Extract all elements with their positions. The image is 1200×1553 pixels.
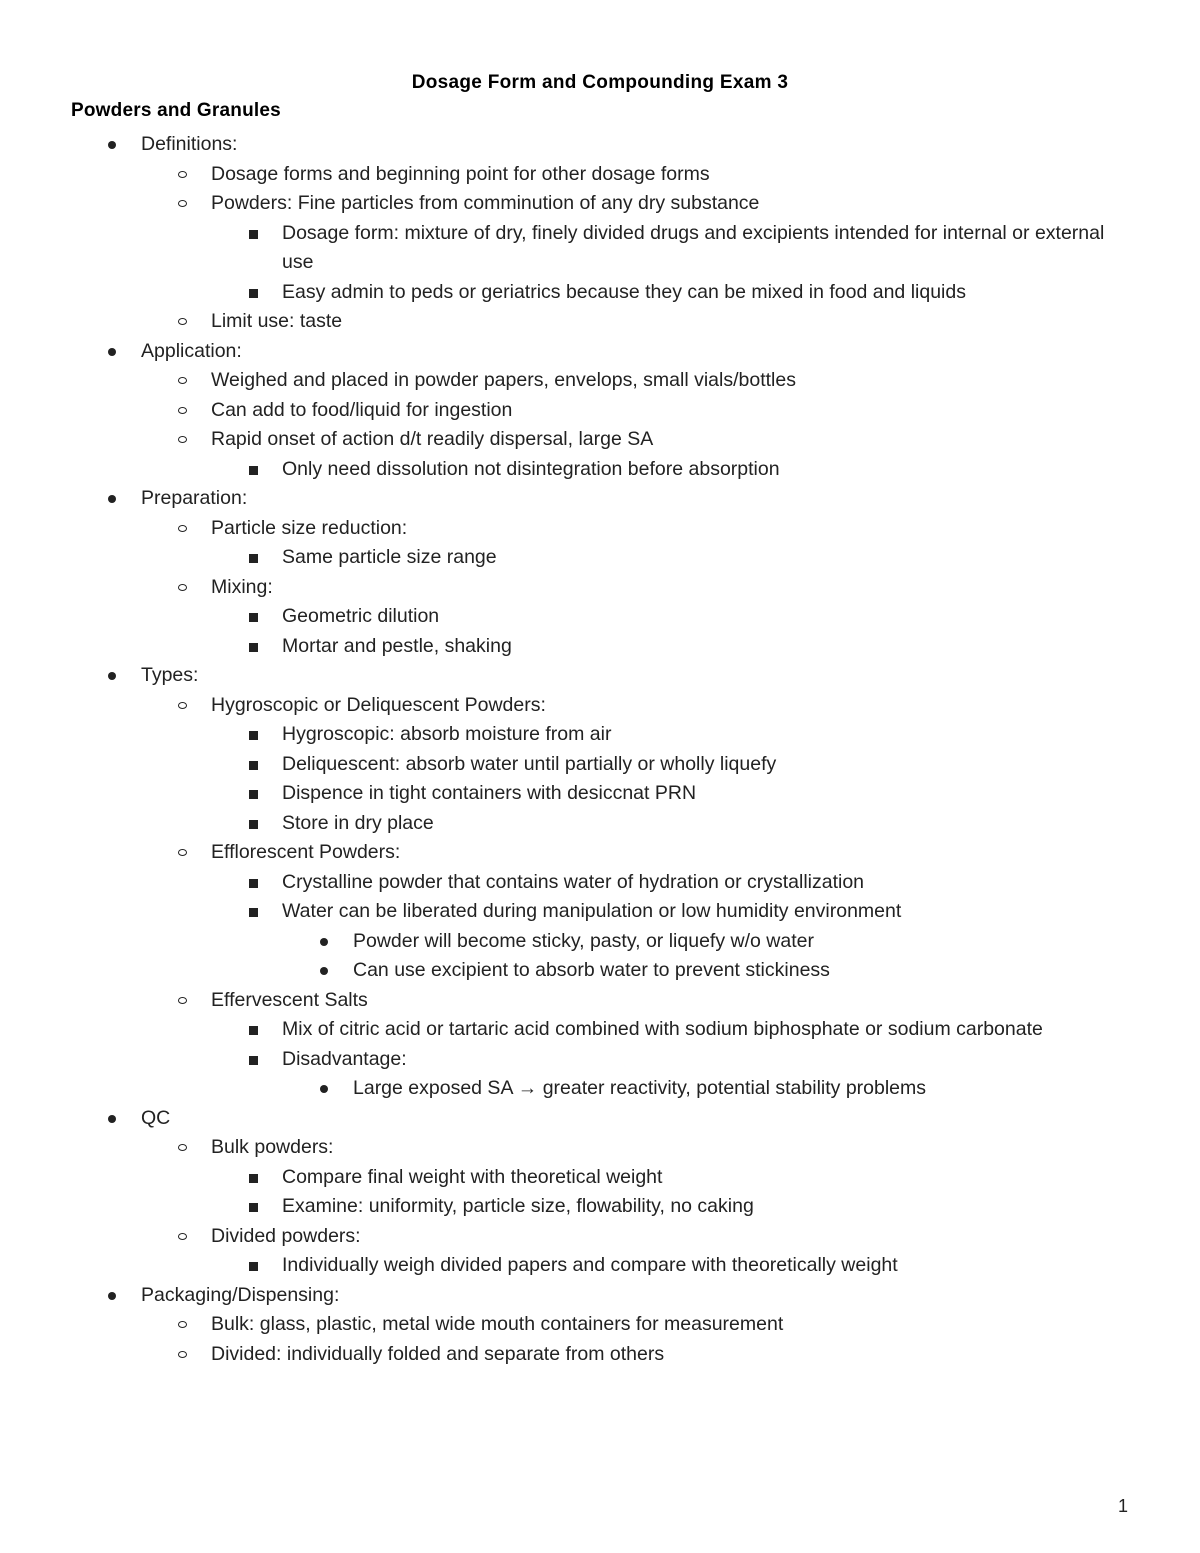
list-item-level-4: [0, 1074, 1200, 1104]
circle-bullet-icon: [178, 407, 187, 414]
list-item-text: Can add to food/liquid for ingestion: [211, 398, 513, 421]
list-item-text: Mixing:: [211, 575, 273, 598]
list-item-text: Packaging/Dispensing:: [141, 1283, 340, 1306]
list-item-text: Only need dissolution not disintegration before absorption: [282, 457, 780, 480]
square-bullet-icon: [249, 731, 258, 740]
list-item-text: Types:: [141, 664, 199, 686]
list-item-level-2: [0, 691, 1200, 721]
circle-bullet-icon: [178, 200, 187, 207]
list-item-text: Divided powders:: [211, 1224, 361, 1247]
circle-bullet-icon: [178, 849, 187, 856]
circle-bullet-icon: [178, 1321, 187, 1328]
list-item-level-3: [0, 1015, 1200, 1045]
list-item-text: Application:: [141, 339, 242, 362]
circle-bullet-icon: [178, 318, 187, 325]
list-item-text: Mortar and pestle, shaking: [282, 634, 512, 657]
list-item-level-4: [0, 956, 1200, 986]
list-item-text: Examine: uniformity, particle size, flowability, no caking: [282, 1195, 754, 1217]
square-bullet-icon: [249, 554, 258, 563]
outline-list: [0, 130, 1200, 1369]
square-bullet-icon: [249, 1174, 258, 1183]
list-item-text: Crystalline powder that contains water of hydration or crystallization: [282, 870, 865, 893]
list-item-level-3: [0, 1251, 1200, 1281]
circle-bullet-icon: [178, 1351, 187, 1358]
list-item-text: Definitions:: [141, 133, 238, 155]
list-item-text: Store in dry place: [282, 811, 434, 834]
list-item-text: Effervescent Salts: [211, 988, 368, 1011]
circle-bullet-icon: [178, 702, 187, 709]
list-item-text: Water can be liberated during manipulation or low humidity environment: [282, 900, 902, 922]
list-item-text: Efflorescent Powders:: [211, 841, 401, 863]
list-item-text: Powders: Fine particles from comminution of any dry substance: [211, 192, 760, 214]
page-number: 1: [1117, 1496, 1128, 1516]
list-item-text: Bulk powders:: [211, 1136, 334, 1158]
circle-bullet-icon: [178, 1144, 187, 1151]
square-bullet-icon: [249, 466, 258, 475]
circle-bullet-icon: [178, 1233, 187, 1240]
disc-bullet-icon: [320, 938, 328, 946]
list-item-level-3: [0, 455, 1200, 485]
list-item-text: Rapid onset of action d/t readily dispersal, large SA: [211, 428, 654, 450]
list-item-text: Weighed and placed in powder papers, envelops, small vials/bottles: [211, 369, 796, 391]
list-item-text: Deliquescent: absorb water until partially or wholly liquefy: [282, 752, 777, 775]
list-item-level-2: [0, 838, 1200, 868]
list-item-text: Particle size reduction:: [211, 516, 408, 539]
list-item-level-3: [0, 602, 1200, 632]
list-item-level-3: [0, 1045, 1200, 1075]
list-item-level-3: [0, 632, 1200, 662]
list-item-level-2: [0, 307, 1200, 337]
list-item-level-3: [0, 1163, 1200, 1193]
list-item-level-2: [0, 573, 1200, 603]
list-item-level-3: [0, 868, 1200, 898]
square-bullet-icon: [249, 230, 258, 239]
list-item-text: Limit use: taste: [211, 310, 343, 332]
list-item-level-3: [0, 897, 1200, 927]
list-item-level-2: [0, 514, 1200, 544]
circle-bullet-icon: [178, 997, 187, 1004]
list-item-text: Large exposed SA → greater reactivity, potential stability problems: [353, 1077, 927, 1099]
list-item-text: Same particle size range: [282, 546, 497, 568]
disc-bullet-icon: [108, 1292, 116, 1300]
list-item-level-2: [0, 986, 1200, 1016]
document-title: Dosage Form and Compounding Exam 3: [411, 72, 789, 93]
list-item-level-2: [0, 396, 1200, 426]
list-item-text: Hygroscopic or Deliquescent Powders:: [211, 693, 546, 716]
square-bullet-icon: [249, 790, 258, 799]
list-item-level-2: [0, 160, 1200, 190]
disc-bullet-icon: [108, 348, 116, 356]
square-bullet-icon: [249, 643, 258, 652]
disc-bullet-icon: [320, 967, 328, 975]
list-item-level-2: [0, 189, 1200, 219]
disc-bullet-icon: [320, 1085, 328, 1093]
list-item-text: Compare final weight with theoretical weight: [282, 1165, 663, 1188]
list-item-level-2: [0, 1222, 1200, 1252]
list-item-text: Bulk: glass, plastic, metal wide mouth containers for measurement: [211, 1313, 784, 1335]
disc-bullet-icon: [108, 141, 116, 149]
list-item-level-3: [0, 750, 1200, 780]
square-bullet-icon: [249, 1026, 258, 1035]
list-item-text: Preparation:: [141, 487, 248, 509]
list-item-level-3: [0, 720, 1200, 750]
square-bullet-icon: [249, 761, 258, 770]
list-item-level-3: [0, 219, 1200, 278]
square-bullet-icon: [249, 1262, 258, 1271]
list-item-text: Powder will become sticky, pasty, or liquefy w/o water: [353, 929, 814, 952]
list-item-level-3: [0, 809, 1200, 839]
list-item-text: Hygroscopic: absorb moisture from air: [282, 723, 612, 745]
list-item-level-3: [0, 278, 1200, 308]
square-bullet-icon: [249, 613, 258, 622]
list-item-level-1: [0, 130, 1200, 160]
list-item-text: Geometric dilution: [282, 605, 440, 627]
list-item-text: Dosage forms and beginning point for other dosage forms: [211, 162, 710, 185]
list-item-level-1: [0, 484, 1200, 514]
disc-bullet-icon: [108, 495, 116, 503]
list-item-level-1: [0, 1281, 1200, 1311]
list-item-level-2: [0, 366, 1200, 396]
circle-bullet-icon: [178, 525, 187, 532]
list-item-text: Can use excipient to absorb water to prevent stickiness: [353, 959, 830, 981]
list-item-text: Disadvantage:: [282, 1047, 407, 1070]
list-item-text: Individually weigh divided papers and compare with theoretically weight: [282, 1254, 898, 1276]
list-item-text: QC: [141, 1106, 171, 1129]
list-item-level-3: [0, 543, 1200, 573]
circle-bullet-icon: [178, 171, 187, 178]
disc-bullet-icon: [108, 1115, 116, 1123]
list-item-level-1: [0, 661, 1200, 691]
list-item-level-3: [0, 779, 1200, 809]
list-item-level-1: [0, 337, 1200, 367]
list-item-level-4: [0, 927, 1200, 957]
square-bullet-icon: [249, 1203, 258, 1212]
square-bullet-icon: [249, 289, 258, 298]
list-item-level-2: [0, 425, 1200, 455]
disc-bullet-icon: [108, 672, 116, 680]
list-item-text: Dispence in tight containers with desiccnat PRN: [282, 782, 697, 804]
list-item-level-2: [0, 1340, 1200, 1370]
circle-bullet-icon: [178, 436, 187, 443]
square-bullet-icon: [249, 908, 258, 917]
square-bullet-icon: [249, 820, 258, 829]
list-item-level-2: [0, 1310, 1200, 1340]
list-item-text: Divided: individually folded and separate from others: [211, 1342, 665, 1365]
list-item-level-1: [0, 1104, 1200, 1134]
circle-bullet-icon: [178, 584, 187, 591]
list-item-level-2: [0, 1133, 1200, 1163]
list-item-text: Mix of citric acid or tartaric acid combined with sodium biphosphate or sodium carbonate: [282, 1018, 1043, 1040]
square-bullet-icon: [249, 879, 258, 888]
list-item-text: Easy admin to peds or geriatrics because they can be mixed in food and liquids: [282, 280, 966, 303]
list-item-text: Dosage form: mixture of dry, finely divided drugs and excipients intended for internal or external use: [282, 221, 1105, 273]
list-item-level-3: [0, 1192, 1200, 1222]
square-bullet-icon: [249, 1056, 258, 1065]
section-heading: Powders and Granules: [71, 100, 281, 121]
circle-bullet-icon: [178, 377, 187, 384]
